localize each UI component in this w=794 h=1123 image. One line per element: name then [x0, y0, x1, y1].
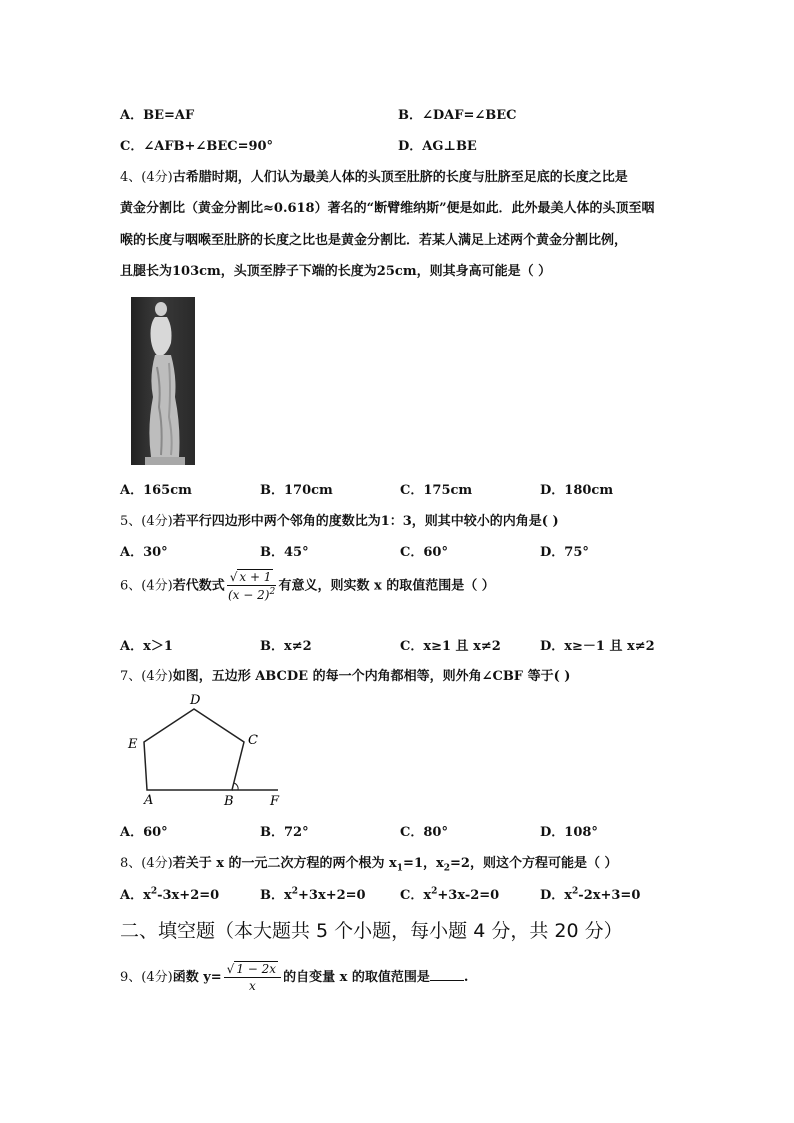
q4-option-a: A．165cm	[120, 483, 192, 498]
q7-line	[120, 665, 570, 684]
q9-line	[120, 962, 468, 993]
label-f: F	[270, 794, 280, 809]
q3-options-row1	[120, 104, 680, 123]
label-b: B	[224, 794, 234, 809]
q7-option-c: C．80°	[400, 825, 448, 840]
q9-number: 9、(4分)	[120, 970, 173, 985]
q8-number: 8、(4分)	[120, 856, 173, 871]
q8-text-before: 若关于 x 的一元二次方程的两个根为 x	[172, 856, 397, 871]
q8-option-b: B．$x^2+3x+2=0$	[260, 886, 366, 903]
q9-text-after: 的自变量 x 的取值范围是	[283, 970, 430, 985]
q6-denominator-base: (x − 2)	[227, 588, 270, 602]
q4-option-d: D．180cm	[540, 483, 614, 498]
q4-line-3: 喉的长度与咽喉至肚脐的长度之比也是黄金分割比．若某人满足上述两个黄金分割比例，	[120, 233, 628, 248]
q6-option-d: D．x≥－1 且 x≠2	[540, 639, 655, 654]
q4-option-c: C．175cm	[400, 483, 473, 498]
q6-numerator-radicand: x + 1	[239, 570, 272, 584]
q5-option-b: B．45°	[260, 545, 309, 560]
label-a: A	[144, 793, 154, 808]
q3-option-b: B．∠DAF=∠BEC	[398, 108, 517, 123]
q8-option-a: A．$x^2-3x+2=0$	[120, 886, 220, 903]
q4-text-1: 古希腊时期，人们认为最美人体的头顶至肚脐的长度与肚脐至足底的长度之比是	[172, 170, 628, 185]
q6-number: 6、(4分)	[120, 578, 173, 594]
q4-option-b: B．170cm	[260, 483, 333, 498]
q6-option-a: A．x＞1	[120, 639, 173, 654]
q7-number: 7、(4分)	[120, 669, 173, 684]
q8-options	[120, 884, 680, 903]
q6-fraction	[227, 570, 277, 602]
q5-option-d: D．75°	[540, 545, 589, 560]
q7-option-d: D．108°	[540, 825, 598, 840]
q7-option-a: A．60°	[120, 825, 168, 840]
q8-sub-2: 2	[443, 863, 451, 874]
q5-line	[120, 510, 559, 529]
q3-options-row2	[120, 135, 680, 154]
q9-numerator-radicand: 1 − 2x	[236, 962, 277, 976]
q8-text-mid: =1，x	[403, 856, 444, 871]
q4-line-1	[120, 166, 628, 185]
q6-denominator	[227, 586, 277, 602]
q9-text-end: .	[463, 970, 469, 985]
q4-number: 4、(4分)	[120, 170, 173, 185]
q3-option-a: A．BE=AF	[120, 108, 195, 123]
label-e: E	[128, 737, 138, 752]
q5-text: 若平行四边形中两个邻角的度数比为1：3，则其中较小的内角是( )	[172, 514, 559, 529]
q9-numerator: √ 1 − 2x	[224, 962, 281, 978]
q8-line	[120, 852, 617, 874]
q8-option-c: C．$x^2+3x-2=0$	[400, 886, 500, 903]
q5-number: 5、(4分)	[120, 514, 173, 529]
q8-text-after: =2，则这个方程可能是（ ）	[450, 856, 618, 871]
venus-statue-icon	[131, 297, 195, 465]
q3-option-d: D．AG⊥BE	[398, 139, 477, 154]
pentagon-figure	[120, 690, 300, 810]
q7-options	[120, 821, 680, 840]
q3-option-c: C．∠AFB+∠BEC=90°	[120, 139, 274, 154]
q9-answer-blank[interactable]	[430, 968, 464, 981]
q8-option-d: D．$x^2-2x+3=0$	[540, 886, 641, 903]
q4-line-2: 黄金分割比（黄金分割比≈0.618）著名的“断臂维纳斯”便是如此．此外最美人体的头顶至咽	[120, 201, 655, 216]
q4-line-4: 且腿长为103cm，头顶至脖子下端的长度为25cm，则其身高可能是（ ）	[120, 264, 552, 279]
q5-option-a: A．30°	[120, 545, 168, 560]
label-c: C	[248, 733, 258, 748]
venus-statue-image	[131, 297, 195, 465]
q4-options	[120, 479, 680, 498]
q6-option-c: C．x≥1 且 x≠2	[400, 639, 501, 654]
q9-fraction	[224, 962, 281, 993]
q6-text-after: 有意义，则实数 x 的取值范围是（ ）	[278, 578, 495, 594]
q6-option-b: B．x≠2	[260, 639, 312, 654]
q5-options	[120, 541, 680, 560]
q7-option-b: B．72°	[260, 825, 309, 840]
label-d: D	[190, 693, 201, 708]
q6-denominator-exp: 2	[269, 587, 276, 597]
q8-sub-1: 1	[396, 863, 404, 874]
q6-line	[120, 570, 495, 602]
q9-text-before: 函数 y=	[172, 970, 222, 985]
q6-numerator: √ x + 1	[227, 570, 277, 586]
q9-denominator: x	[248, 979, 256, 993]
section-2-title: 二、填空题（本大题共 5 个小题，每小题 4 分，共 20 分）	[120, 920, 623, 942]
q6-options	[120, 635, 680, 654]
q5-option-c: C．60°	[400, 545, 448, 560]
q7-text: 如图，五边形 ABCDE 的每一个内角都相等，则外角∠CBF 等于( )	[172, 669, 571, 684]
q6-text-before: 若代数式	[172, 578, 225, 594]
